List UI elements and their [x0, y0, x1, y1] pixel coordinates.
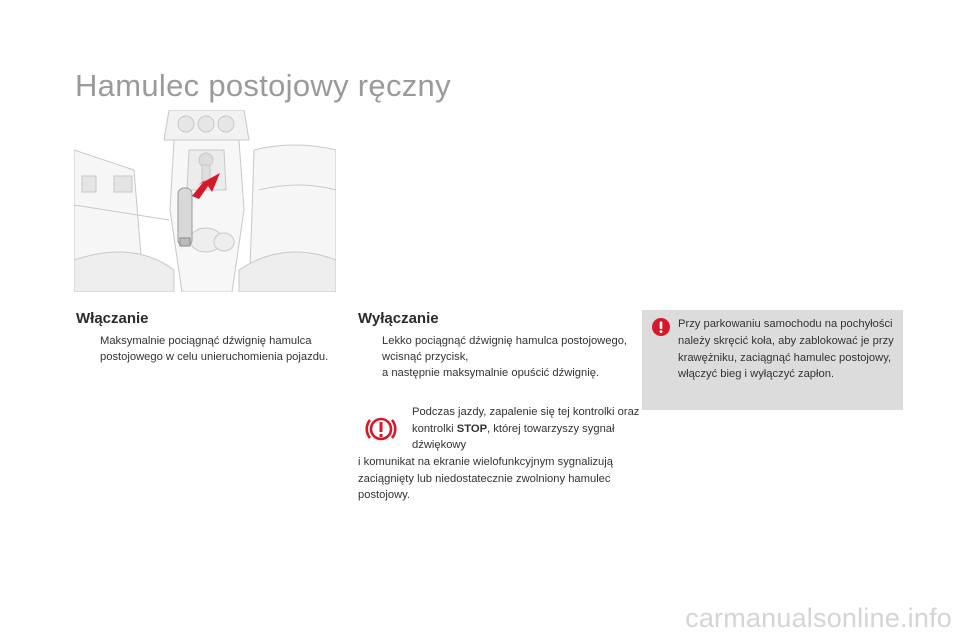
stop-label: STOP: [456, 422, 488, 435]
watermark: carmanualsonline.info: [685, 603, 952, 633]
driving-note-line1: Podczas jazdy, zapalenie się tej kontrolki oraz kontrolki: [412, 406, 640, 435]
bullet-icon: [360, 333, 382, 381]
warning-text: Przy parkowaniu samochodu na pochyłości należy skręcić koła, aby zablokować je przy krawężniku, zaciągnąć hamulec postojowy, włączyć bieg i wyłączyć zapłon.: [678, 318, 894, 381]
warning-box: [642, 310, 903, 410]
brake-warning-icon: [364, 412, 398, 446]
driving-note-text: [412, 404, 642, 454]
list-item: [360, 333, 630, 381]
list-item-text-line1: Lekko pociągnąć dźwignię hamulca postojowego, wcisnąć przycisk,: [382, 335, 628, 363]
list-item: [78, 333, 338, 365]
list-item-text-line2: a następnie maksymalnie opuścić dźwignię.: [382, 367, 600, 379]
section-heading-on: Włączanie: [76, 310, 149, 327]
section-heading-off: Wyłączanie: [358, 310, 439, 327]
handbrake-illustration: [74, 110, 336, 292]
list-item-text: Maksymalnie pociągnąć dźwignię hamulca postojowego w celu unieruchomienia pojazdu.: [100, 335, 329, 363]
bullet-icon: [78, 333, 100, 365]
driving-note-line1-end: , której towarzyszy sygnał dźwiękowy: [412, 422, 615, 451]
driving-note-continuation: i komunikat na ekranie wielofunkcyjnym sygnalizują zaciągnięty lub niedostatecznie zwolniony hamulec postojowy.: [358, 456, 613, 501]
exclamation-icon: [652, 318, 670, 336]
list-item-text: [382, 333, 630, 381]
page-title: Hamulec postojowy ręczny: [75, 68, 451, 103]
